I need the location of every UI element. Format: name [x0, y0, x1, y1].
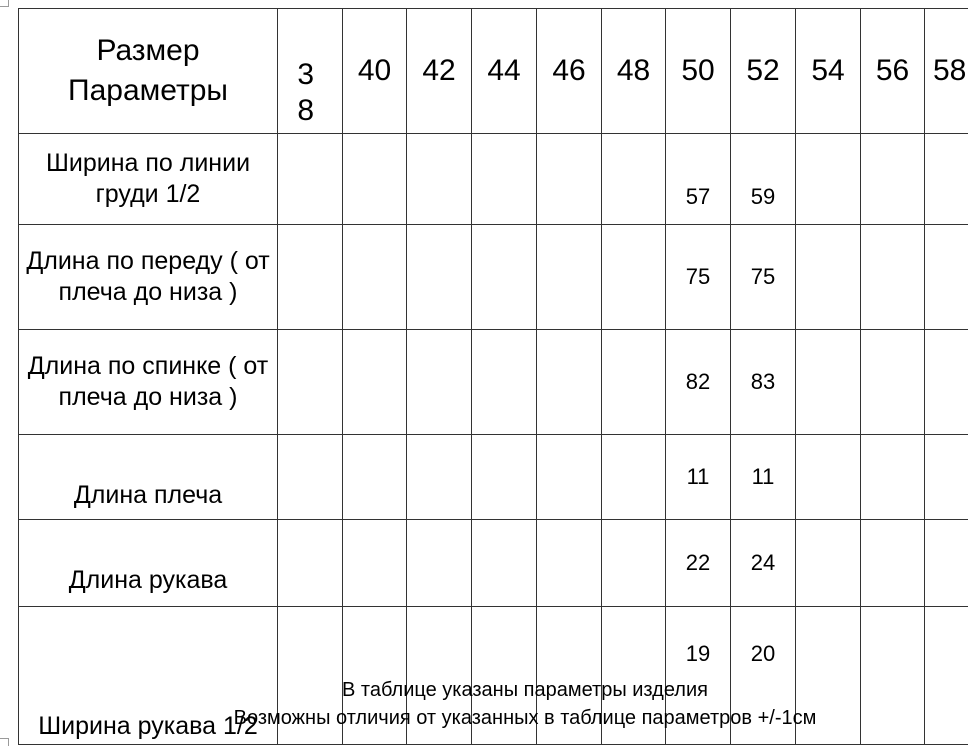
value-cell: [602, 330, 666, 435]
value-cell: [537, 225, 602, 330]
size-header-cell: 44: [472, 9, 537, 134]
value-cell: 19: [666, 607, 731, 745]
value-cell: 82: [666, 330, 731, 435]
value-cell: [343, 520, 407, 607]
corner-mark-top-vertical: [8, 0, 9, 7]
value-cell: [472, 330, 537, 435]
value-cell: [537, 520, 602, 607]
value-cell: [602, 520, 666, 607]
value-cell: [925, 225, 968, 330]
value-cell: [472, 225, 537, 330]
row-label: Ширина рукава 1/2: [19, 607, 278, 745]
value-cell: [796, 225, 861, 330]
value-cell: [278, 520, 343, 607]
value-cell: [861, 225, 925, 330]
size-header-cell: 52: [731, 9, 796, 134]
table-note: В таблице указаны параметры изделия: [342, 679, 708, 701]
value-cell: [602, 134, 666, 225]
value-cell: [537, 134, 602, 225]
value-cell: [796, 330, 861, 435]
header-corner-cell: [19, 9, 278, 134]
value-cell: [602, 435, 666, 520]
value-cell: [861, 330, 925, 435]
value-cell: [861, 520, 925, 607]
table-row: [19, 225, 968, 330]
value-cell: [407, 134, 472, 225]
value-cell: [861, 435, 925, 520]
value-cell: [343, 435, 407, 520]
size-header-cell: 42: [407, 9, 472, 134]
size-header-cell: 54: [796, 9, 861, 134]
row-label: Ширина по линии груди 1/2: [19, 134, 278, 225]
row-label: Длина рукава: [19, 520, 278, 607]
size-header-row: [19, 9, 968, 134]
value-cell: [537, 435, 602, 520]
value-cell: [407, 225, 472, 330]
value-cell: 75: [731, 225, 796, 330]
value-cell: [602, 225, 666, 330]
value-cell: 75: [666, 225, 731, 330]
value-cell: [861, 134, 925, 225]
value-cell: [925, 435, 968, 520]
value-cell: [343, 225, 407, 330]
value-cell: [472, 435, 537, 520]
value-cell: [407, 520, 472, 607]
header-size-label: Размер: [96, 34, 200, 67]
value-cell: [343, 330, 407, 435]
corner-mark-bottom-vertical: [8, 738, 9, 746]
value-cell: [925, 134, 968, 225]
value-cell: [407, 330, 472, 435]
size-header-cell: 48: [602, 9, 666, 134]
value-cell: [796, 520, 861, 607]
value-cell: 59: [731, 134, 796, 225]
size-header-cell: 56: [861, 9, 925, 134]
value-cell: [796, 134, 861, 225]
value-cell: 83: [731, 330, 796, 435]
tolerance-note: Возможны отличия от указанных в таблице параметров +/-1см: [233, 707, 817, 729]
value-cell: [472, 520, 537, 607]
value-cell: 24: [731, 520, 796, 607]
row-label: Длина плеча: [19, 435, 278, 520]
value-cell: [278, 225, 343, 330]
value-cell: [796, 435, 861, 520]
value-cell: [472, 134, 537, 225]
size-header-cell: 46: [537, 9, 602, 134]
header-params-label: Параметры: [68, 74, 228, 107]
table-row: [19, 330, 968, 435]
value-cell: [925, 330, 968, 435]
value-cell: [537, 330, 602, 435]
table-row: [19, 435, 968, 520]
size-header-cell: 58: [925, 9, 968, 134]
value-cell: [925, 520, 968, 607]
row-label: Длина по переду ( от плеча до низа ): [19, 225, 278, 330]
value-cell: [278, 435, 343, 520]
size-header-cell: 40: [343, 9, 407, 134]
table-row: [19, 520, 968, 607]
size-header-cell: 50: [666, 9, 731, 134]
value-cell: [278, 134, 343, 225]
size-header-cell: 3 8: [278, 9, 343, 134]
value-cell: [278, 330, 343, 435]
row-label: Длина по спинке ( от плеча до низа ): [19, 330, 278, 435]
value-cell: 20: [731, 607, 796, 745]
table-row: [19, 134, 968, 225]
value-cell: [343, 134, 407, 225]
value-cell: 57: [666, 134, 731, 225]
value-cell: 22: [666, 520, 731, 607]
size-chart-table: [18, 8, 968, 745]
value-cell: [407, 435, 472, 520]
value-cell: 11: [731, 435, 796, 520]
value-cell: 11: [666, 435, 731, 520]
